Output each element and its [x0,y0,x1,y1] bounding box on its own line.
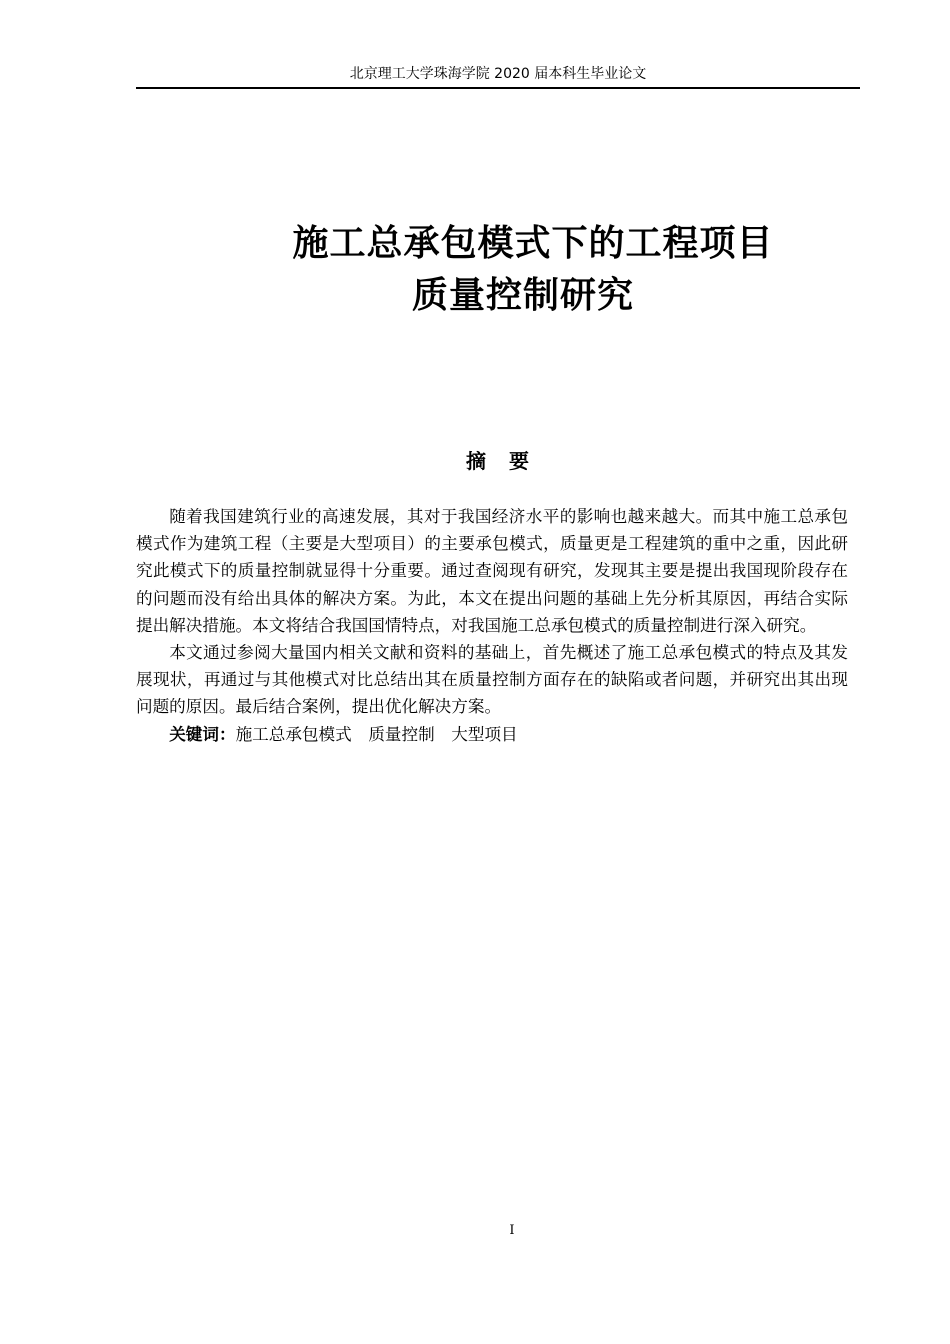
keywords-label: 关键词： [169,724,236,744]
abstract-heading-part-2: 要 [509,449,530,473]
running-header: 北京理工大学珠海学院 2020 届本科生毕业论文 [349,66,647,82]
abstract-paragraph: 本文通过参阅大量国内相关文献和资料的基础上，首先概述了施工总承包模式的特点及其发展现状，再通过与其他模式对比总结出其在质量控制方面存在的缺陷或者问题，并研究出其出现问题的原因。最后结合案例，提出优化解决方案。 [136,643,848,717]
abstract-body [136,503,848,748]
keywords-line [136,721,848,748]
abstract-heading-part-1: 摘 [466,449,487,473]
header-rule [136,87,860,89]
thesis-title [136,218,860,322]
thesis-title-line-1: 施工总承包模式下的工程项目 [292,223,774,264]
keyword: 大型项目 [451,724,518,744]
keyword: 质量控制 [368,724,435,744]
page-number: I [509,1223,515,1238]
thesis-title-line-2: 质量控制研究 [411,275,634,316]
abstract-paragraph: 随着我国建筑行业的高速发展，其对于我国经济水平的影响也越来越大。而其中施工总承包模式作为建筑工程（主要是大型项目）的主要承包模式，质量更是工程建筑的重中之重，因此研究此模式下的质量控制就显得十分重要。通过查阅现有研究，发现其主要是提出我国现阶段存在的问题而没有给出具体的解决方案。为此，本文在提出问题的基础上先分析其原因，再结合实际提出解决措施。本文将结合我国国情特点，对我国施工总承包模式的质量控制进行深入研究。 [136,507,848,635]
keyword: 施工总承包模式 [235,724,352,744]
abstract-heading [136,446,860,476]
